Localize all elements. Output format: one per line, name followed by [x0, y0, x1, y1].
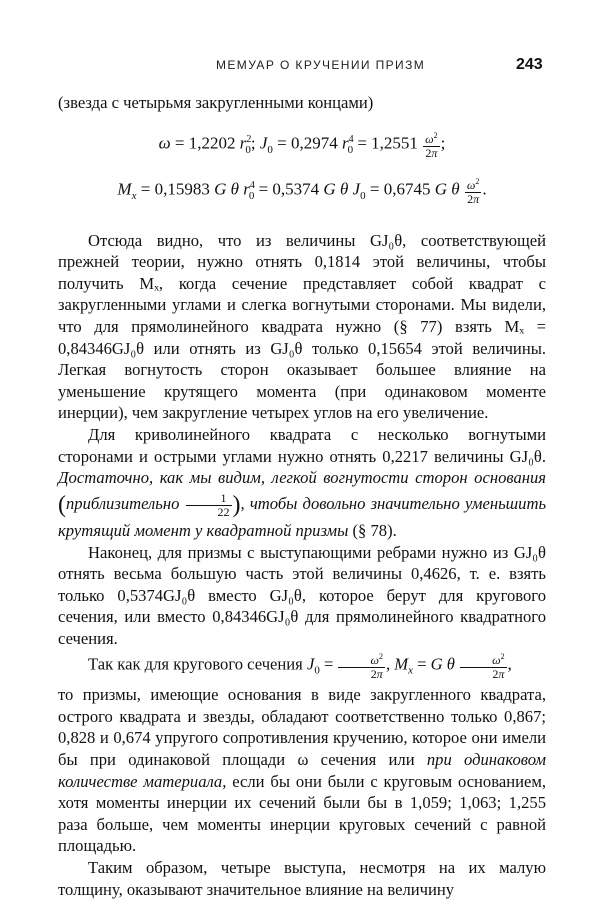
page-body [58, 92, 546, 900]
paragraph-4-lead: Так как для кругового сечения $J_0$ = $\frac{\omega^2}{2\pi}$ , $M_x = G$ θ $\frac{\omega^2}{2\pi}$ , [88, 651, 512, 681]
paragraph-2-italic-b: чтобы довольно значительно уменьшить крутящий момент у квадратной призмы [58, 493, 547, 540]
running-title: МЕМУАР О КРУЧЕНИИ ПРИЗМ [216, 58, 426, 72]
paragraph-4-text-a: то призмы, имеющие основания в виде закругленного квадрата, острого квадрата и звезды, обладают соответственно только 0,867; 0,828 и 0,674 упругого сопротивления кручению, которое они имели бы при одинаковой площади ω сечения или [58, 685, 546, 769]
paragraph-2-end: (§ 78). [352, 521, 397, 540]
paragraph-2-parenthetical: (приблизительно $\frac{1}{22}$ ), [58, 490, 245, 519]
paragraph-5: Таким образом, четыре выступа, несмотря на их малую толщину, оказывают значительное влияние на величину [58, 857, 546, 899]
paragraph-4-text-b: если бы они были с круговым основанием, хотя моменты инерции их сечений были бы в 1,059; 1,063; 1,255 раза больше, чем моменты инерции круговых сечений с равной площадью. [58, 771, 546, 856]
paragraph-2 [58, 424, 546, 542]
paragraph-2-text: Для криволинейного квадрата с несколько вогнутыми сторонами и острыми углами нужно отнять 0,2217 величины GJ₀θ. [58, 425, 546, 466]
page-number: 243 [516, 56, 543, 73]
page-header [0, 56, 599, 80]
formula-1: ω = 1,2202 $r^2_0$; $J_0 = 0,2974$ $r^4_0 = 1,2551$ $\frac{\omega^2}{2\pi}$ ; [158, 130, 446, 160]
paragraph-4-italic: при одинаковом количестве материала, [58, 749, 546, 791]
formula-2: $M_x = 0,15983$ G θ $r^4_0 = 0,5374$ G θ $J_0 = 0,6745$ G θ $\frac{\omega^2}{2\pi}$ . [117, 176, 487, 206]
intro-line: (звезда с четырьмя закругленными концами) [58, 93, 374, 112]
paragraph-2-italic-a: Достаточно, как мы видим, легкой вогнутости сторон основания [58, 468, 546, 488]
paragraph-3: Наконец, для призмы с выступающими ребрами нужно из GJ₀θ отнять весьма большую часть этой величины 0,4626, т. е. взять только 0,5374GJ₀θ вместо GJ₀θ, которое берут для кругового сечения, или вместо 0,84346GJ₀θ для прямолинейного квадратного сечения. [58, 542, 546, 648]
paragraph-4 [58, 684, 546, 857]
paragraph-1: Отсюда видно, что из величины GJ₀θ, соответствующей прежней теории, нужно отнять 0,1814 этой величины, чтобы получить Mₓ, когда сечение представляет собой квадрат с закругленными углами и слегка вогнутыми сторонами. Мы видели, что для прямолинейного квадрата нужно (§ 77) взять Mₓ = 0,84346GJ₀θ или отнять из GJ₀θ только 0,15654 этой величины. Легкая вогнутость сторон оказывает большее влияние на уменьшение крутящего момента (при одинаковом моменте инерции), чем закругление четырех углов на его увеличение. [58, 230, 546, 423]
